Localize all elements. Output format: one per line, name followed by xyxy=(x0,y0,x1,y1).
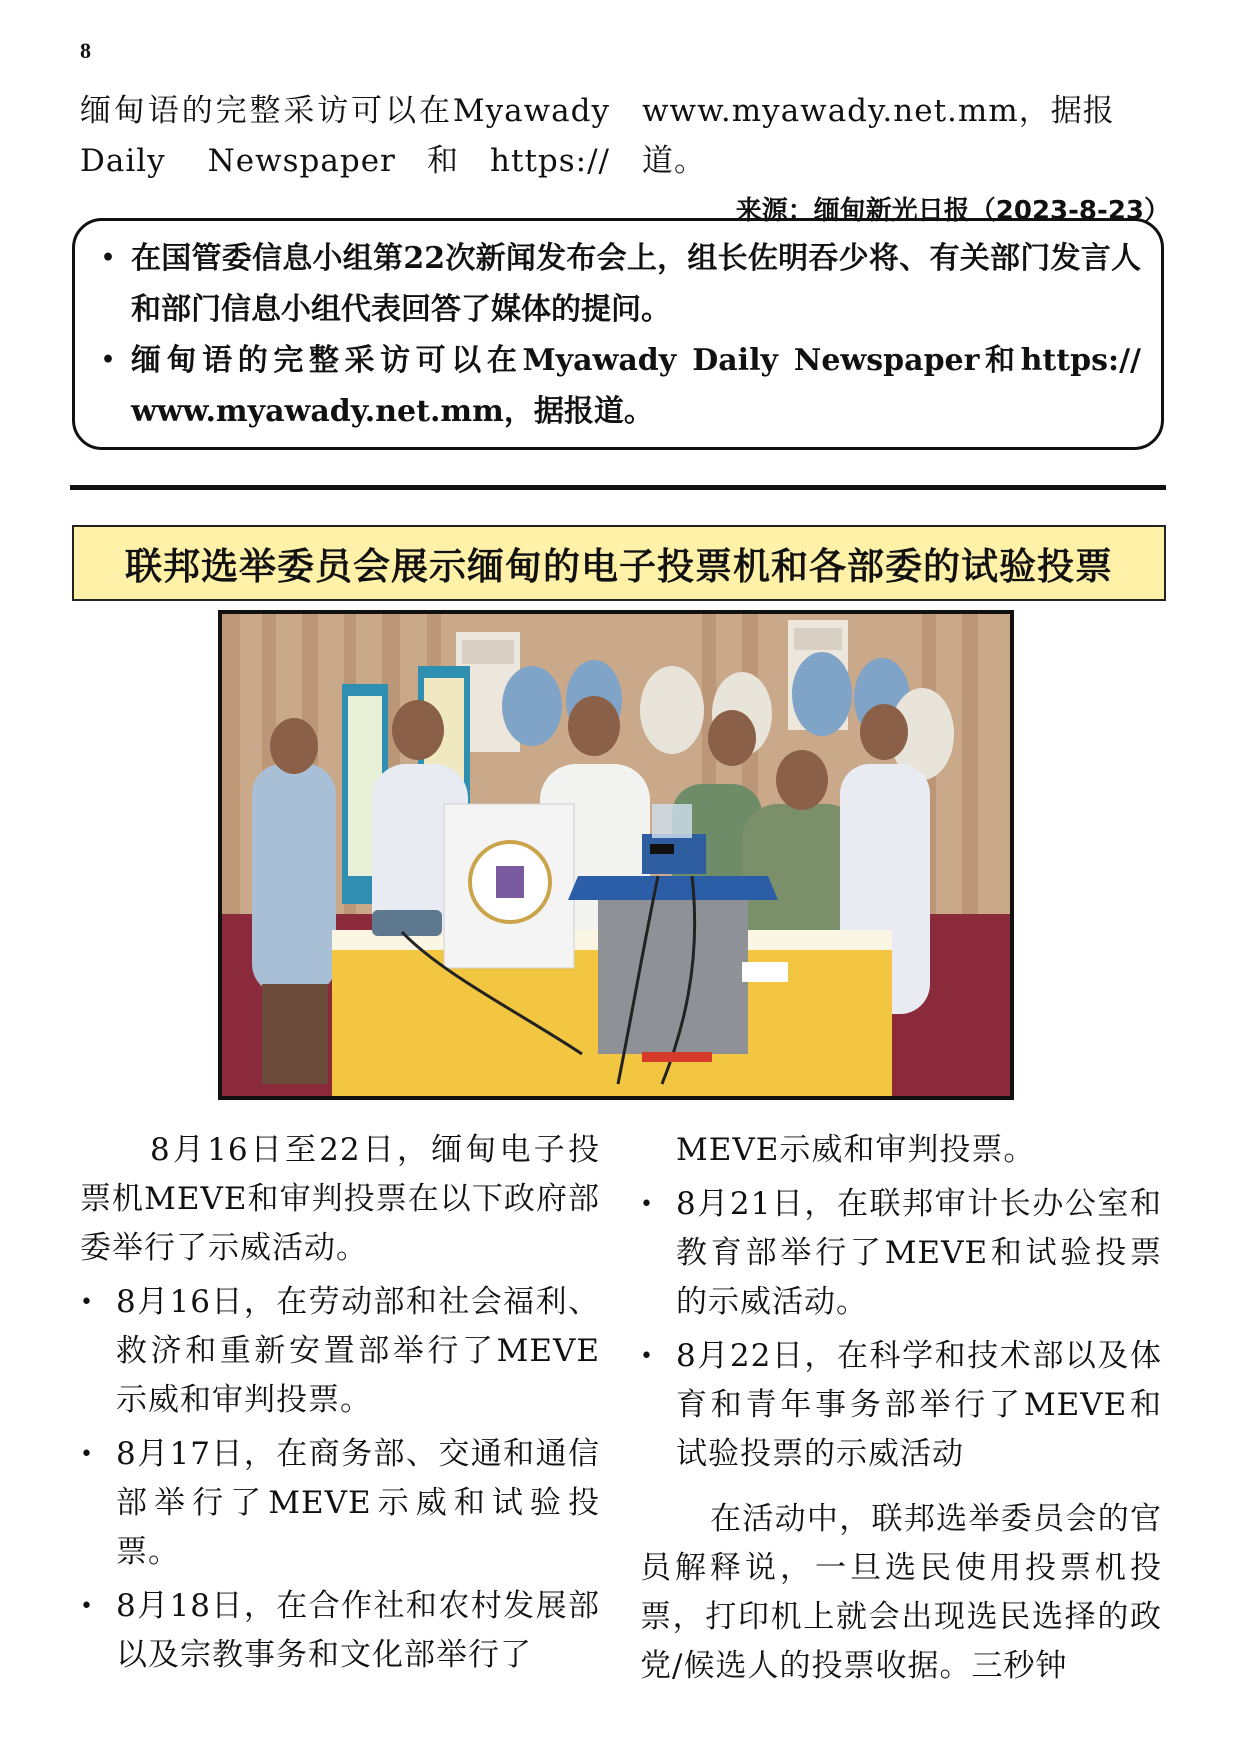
summary-list xyxy=(95,233,1141,437)
headline-banner xyxy=(72,525,1166,601)
list-item xyxy=(80,1430,600,1577)
continued-text-left: 缅甸语的完整采访可以在Myawady Daily Newspaper和https:// xyxy=(80,93,610,179)
list-item-text: 8月22日，在科学和技术部以及体育和青年事务部举行了MEVE和试验投票的示威活动 xyxy=(676,1338,1162,1472)
voting-machine-demo-photo xyxy=(222,614,1010,1096)
article-photo xyxy=(218,610,1014,1100)
list-item-text: 8月16日，在劳动部和社会福利、救济和重新安置部举行了MEVE示威和审判投票。 xyxy=(116,1284,600,1418)
ministry-list-right xyxy=(640,1180,1162,1479)
closing-paragraph: 在活动中，联邦选举委员会的官员解释说，一旦选民使用投票机投票，打印机上就会出现选民选择的政党/候选人的投票收据。三秒钟 xyxy=(640,1501,1162,1684)
article-headline: 联邦选举委员会展示缅甸的电子投票机和各部委的试验投票 xyxy=(125,545,1113,588)
intro-paragraph: 8月16日至22日，缅甸电子投票机MEVE和审判投票在以下政府部委举行了示威活动。 xyxy=(80,1132,600,1266)
bullet-icon: • xyxy=(80,1290,94,1315)
continued-text-right: www.myawady.net.mm，据报道。 xyxy=(642,93,1115,179)
bullet-icon: • xyxy=(80,1442,94,1467)
summary-item xyxy=(95,335,1141,437)
list-item-continuation: MEVE示威和审判投票。 xyxy=(676,1132,1036,1168)
page-number: 8 xyxy=(80,38,91,63)
continued-article xyxy=(80,86,1170,226)
list-item xyxy=(80,1582,600,1680)
bullet-icon: • xyxy=(80,1594,94,1619)
bullet-icon: • xyxy=(640,1344,654,1369)
body-column-left xyxy=(80,1126,600,1680)
list-item xyxy=(640,1180,1162,1327)
body-column-right xyxy=(640,1126,1162,1691)
source-line: 来源：缅甸新光日报（2023-8-23） xyxy=(735,196,1170,226)
list-item-text: 8月17日，在商务部、交通和通信部举行了MEVE示威和试验投票。 xyxy=(116,1436,600,1570)
list-item-text: 8月21日，在联邦审计长办公室和教育部举行了MEVE和试验投票的示威活动。 xyxy=(676,1186,1162,1320)
bullet-icon: • xyxy=(640,1192,654,1217)
continued-text-right-column xyxy=(642,86,1170,236)
summary-item-text: 在国管委信息小组第22次新闻发布会上，组长佐明吞少将、有关部门发言人和部门信息小组代表回答了媒体的提问。 xyxy=(131,241,1141,327)
summary-item-text: 缅甸语的完整采访可以在Myawady Daily Newspaper和https:// www.myawady.net.mm，据报道。 xyxy=(131,343,1141,429)
section-divider xyxy=(70,485,1166,490)
summary-item xyxy=(95,233,1141,335)
bullet-icon: • xyxy=(101,347,116,373)
list-item xyxy=(80,1278,600,1425)
bullet-icon: • xyxy=(101,245,116,271)
list-item-text: 8月18日，在合作社和农村发展部以及宗教事务和文化部举行了 xyxy=(116,1588,600,1673)
list-item xyxy=(640,1332,1162,1479)
summary-box xyxy=(72,218,1164,450)
ministry-list-left xyxy=(80,1278,600,1680)
